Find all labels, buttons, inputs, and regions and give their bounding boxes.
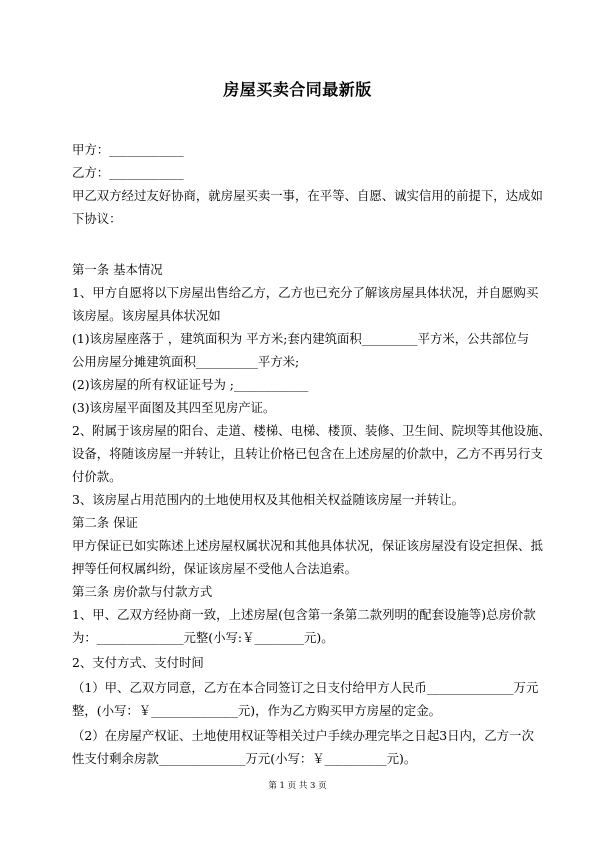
article-1-item-2: (2)该房屋的所有权证证号为 ;____________	[72, 377, 309, 392]
article-3-clause-1-line-2: 为：______________元整(小写:￥________元)。	[72, 630, 334, 645]
article-1-clause-2-line-2: 设备，将随该房屋一并转让，且转让价格已包含在上述房屋的价款中，乙方不再另行支	[72, 446, 543, 461]
article-1-clause-3: 3、该房屋占用范围内的土地使用权及其他相关权益随该房屋一并转让。	[72, 492, 464, 507]
article-1-clause-2-line-1: 2、附属于该房屋的阳台、走道、楼梯、电梯、楼顶、装修、卫生间、院坝等其他设施、	[72, 423, 551, 438]
article-3-payment-1-line-2: 整，(小写：￥______________元)，作为乙方购买甲方房屋的定金。	[72, 703, 441, 718]
article-2-text-line-2: 押等任何权属纠纷，保证该房屋不受他人合法追索。	[72, 561, 357, 576]
article-1-heading: 第一条 基本情况	[72, 262, 163, 277]
article-3-heading: 第三条 房价款与付款方式	[72, 584, 213, 599]
article-3-clause-2-heading: 2、支付方式、支付时间	[72, 655, 204, 670]
article-2-text-line-1: 甲方保证已如实陈述上述房屋权属状况和其他具体状况，保证该房屋没有设定担保、抵	[72, 538, 543, 553]
party-b-line: 乙方：____________	[72, 165, 184, 180]
article-1-clause-2-line-3: 付价款。	[72, 469, 122, 484]
party-a-line: 甲方：____________	[72, 142, 184, 157]
preamble-line-1: 甲乙双方经过友好协商，就房屋买卖一事，在平等、自愿、诚实信用的前提下，达成如	[72, 188, 543, 203]
article-1-clause-1-line-2: 该房屋。该房屋具体状况如	[72, 308, 221, 323]
article-3-payment-2-line-1: （2）在房屋产权证、土地使用权证等相关过户手续办理完毕之日起3日内，乙方一次	[72, 728, 534, 743]
page-number: 第 1 页 共 3 页	[268, 781, 327, 791]
article-2-heading: 第二条 保证	[72, 515, 138, 530]
article-1-item-3: (3)该房屋平面图及其四至见房产证。	[72, 400, 276, 415]
article-1-clause-1-line-1: 1、甲方自愿将以下房屋出售给乙方，乙方也已充分了解该房屋具体状况，并自愿购买	[72, 285, 539, 300]
document-title: 房屋买卖合同最新版	[223, 80, 372, 99]
article-3-payment-2-line-2: 性支付剩余房款______________万元(小写：￥__________元)。	[72, 751, 417, 766]
article-3-payment-1-line-1: （1）甲、乙双方同意，乙方在本合同签订之日支付给甲方人民币______________万元	[72, 680, 539, 695]
preamble-line-2: 下协议：	[72, 211, 122, 226]
article-1-item-1-line-2: 公用房屋分摊建筑面积__________平方米;	[72, 354, 300, 369]
article-3-clause-1-line-1: 1、甲、乙双方经协商一致，上述房屋(包含第一条第二款列明的配套设施等)总房价款	[72, 607, 536, 622]
article-1-item-1-line-1: (1)该房屋座落于 ，建筑面积为 平方米;套内建筑面积_________平方米，公共部位与	[72, 331, 530, 346]
